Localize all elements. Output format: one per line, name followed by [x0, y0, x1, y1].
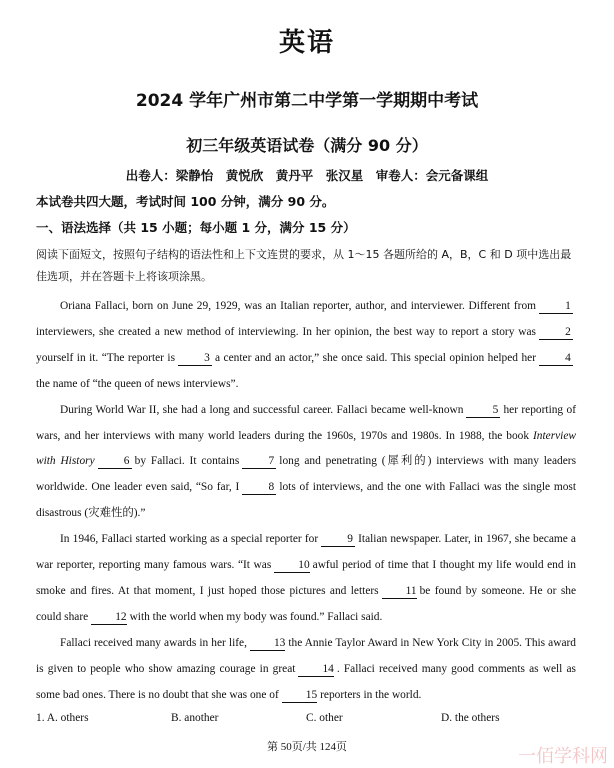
blank-8: 8: [242, 480, 276, 495]
watermark-logo: 一佰学科网: [518, 746, 608, 767]
passage-text: her reporting of wars, and her interviews with many world leaders during the 1960s, 1970s and 1980s. In 1988, the book: [36, 403, 576, 442]
paper-title: 初三年级英语试卷（满分 90 分）: [186, 136, 428, 155]
blank-4: 4: [539, 351, 573, 366]
section-heading: 一、语法选择（共 15 小题；每小题 1 分，满分 15 分）: [36, 220, 356, 235]
passage-paragraph-1: [36, 294, 576, 398]
option-d: D. the others: [441, 712, 500, 724]
blank-2: 2: [539, 325, 573, 340]
option-c: C. other: [306, 712, 343, 724]
option-a: 1. A. others: [36, 712, 89, 724]
passage-text: interviewers, she created a new method of interviewing. In her opinion, the best way to report a story was: [36, 325, 536, 338]
subject-title: 英语: [278, 28, 335, 58]
blank-6: 6: [98, 454, 132, 469]
exam-title: 2024 学年广州市第二中学第一学期期中考试: [135, 91, 479, 111]
passage-text: In 1946, Fallaci started working as a special reporter for: [60, 533, 319, 546]
passage-text: long and penetrating (犀利的) interviews with many leaders worldwide. One leader even said, “So far, I: [36, 455, 576, 494]
passage-paragraph-3: [36, 527, 576, 631]
blank-1: 1: [539, 299, 573, 314]
passage-text: the name of “the queen of news interviews”.: [36, 377, 239, 390]
passage-text: a center and an actor,” she once said. This special opinion helped her: [215, 351, 536, 364]
blank-12: 12: [91, 610, 126, 625]
authors-line: 出卷人：梁静怡 黄悦欣 黄丹平 张汉星 审卷人：会元备课组: [125, 168, 489, 183]
passage-paragraph-4: [36, 631, 576, 709]
blank-14: 14: [298, 662, 333, 677]
passage-paragraph-2: [36, 398, 576, 528]
passage-text: by Fallaci. It contains: [134, 455, 240, 468]
passage-text: During World War II, she had a long and successful career. Fallaci became well-known: [60, 403, 464, 416]
blank-5: 5: [466, 403, 500, 418]
blank-10: 10: [274, 558, 309, 573]
page-number: 第 50页/共 124页: [266, 741, 348, 753]
blank-7: 7: [242, 454, 276, 469]
blank-9: 9: [321, 532, 355, 547]
reading-passage: [36, 294, 576, 709]
passage-text: with the world when my body was found.” Fallaci said.: [129, 610, 383, 623]
passage-text: Fallaci received many awards in her life,: [60, 636, 247, 649]
passage-text: Italian newspaper. Later, in 1967, she became a war reporter, reporting many famous wars. “It was: [36, 533, 576, 572]
option-b: B. another: [171, 712, 219, 724]
blank-13: 13: [250, 636, 285, 651]
passage-text: awful period of time that I thought my life would end in smoke and fires. At that moment, I just hoped those pictures and letters: [36, 559, 576, 597]
blank-3: 3: [178, 351, 212, 366]
passage-text: . Fallaci received many good comments as well as some bad ones. There is no doubt that she was one of: [36, 662, 576, 701]
passage-text: reporters in the world.: [320, 688, 422, 701]
blank-11: 11: [382, 584, 417, 599]
blank-15: 15: [282, 688, 317, 703]
question-1-options: [36, 712, 576, 730]
book-title: Interview with History: [36, 429, 576, 468]
section-instructions: 阅读下面短文，按照句子结构的语法性和上下文连贯的要求，从 1～15 各题所给的 A，B，C 和 D 项中选出最佳选项，并在答题卡上将该项涂黑。: [36, 248, 572, 283]
paper-intro: 本试卷共四大题，考试时间 100 分钟，满分 90 分。: [36, 194, 335, 209]
passage-text: lots of interviews, and the one with Fallaci was the single most disastrous (灾难性的).”: [36, 481, 576, 520]
passage-text: the Annie Taylor Award in New York City in 2005. This award is given to people who show amazing courage in great: [36, 636, 576, 675]
passage-text: yourself in it. “The reporter is: [36, 351, 176, 364]
passage-text: be found by someone. He or she could share: [36, 584, 577, 623]
passage-text: Oriana Fallaci, born on June 29, 1929, was an Italian reporter, author, and interviewer. Different from: [60, 300, 536, 312]
